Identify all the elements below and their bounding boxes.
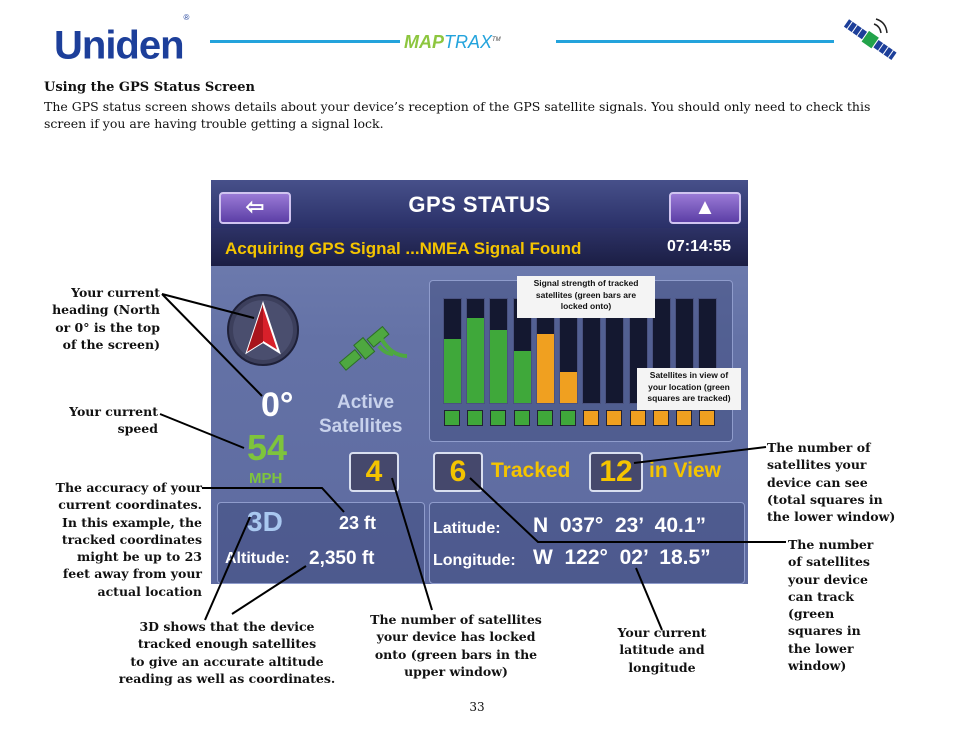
maptraxx-logo: MAPTRAX™ bbox=[404, 32, 501, 52]
altitude-label: Altitude: bbox=[225, 550, 290, 567]
callout-latlon: Your current latitude and longitude bbox=[617, 625, 707, 675]
active-label-1: Active bbox=[337, 392, 395, 413]
clock-text: 07:14:55 bbox=[667, 238, 732, 255]
leader-in-view bbox=[634, 447, 766, 463]
callout-tracked: The number of satellites your device can track (green squares in the lower window) bbox=[788, 537, 874, 674]
signal-status-text: Acquiring GPS Signal ...NMEA Signal Found bbox=[225, 239, 582, 258]
leader-heading-value bbox=[162, 294, 262, 396]
screen-title: GPS STATUS bbox=[408, 192, 551, 217]
locked-count: 4 bbox=[349, 452, 399, 492]
callout-heading: Your current heading (North or 0° is the top of the screen) bbox=[52, 285, 160, 352]
uniden-logo: Uniden® bbox=[54, 13, 189, 68]
callout-accuracy: The accuracy of your current coordinates. In this example, the tracked coordinates might be up to 23 feet away from your actual location bbox=[55, 480, 202, 599]
callout-speed: Your current speed bbox=[69, 404, 158, 437]
leader-latlon bbox=[636, 568, 662, 630]
section-heading: Using the GPS Status Screen bbox=[44, 80, 255, 95]
leader-tracked bbox=[470, 478, 786, 542]
tracked-count: 6 bbox=[433, 452, 483, 492]
leader-heading-compass bbox=[162, 294, 254, 318]
tracked-label: Tracked bbox=[491, 459, 571, 482]
callout-fix: 3D shows that the device tracked enough satellites to give an accurate altitude reading as well as coordinates. bbox=[118, 619, 336, 686]
signal-strength-note: Signal strength of tracked satellites (green bars are locked onto) bbox=[517, 276, 655, 318]
latitude-value: N 037° 23’ 40.1” bbox=[533, 514, 707, 537]
leader-speed bbox=[160, 414, 244, 448]
speed-value: 54 bbox=[247, 427, 288, 468]
accuracy-value: 23 ft bbox=[339, 513, 377, 533]
active-label-2: Satellites bbox=[319, 416, 403, 437]
leader-locked bbox=[392, 478, 432, 610]
fix-mode: 3D bbox=[247, 506, 283, 537]
callout-in-view: The number of satellites your device can see (total squares in the lower window) bbox=[767, 440, 896, 525]
altitude-value: 2,350 ft bbox=[309, 548, 375, 569]
leader-fix-3d bbox=[205, 517, 250, 620]
in-view-squares-note: Satellites in view of your location (green squares are tracked) bbox=[637, 368, 741, 410]
callout-locked: The number of satellites your device has locked onto (green bars in the upper window) bbox=[370, 612, 542, 679]
longitude-label: Longitude: bbox=[433, 552, 516, 569]
speed-unit: MPH bbox=[249, 470, 283, 487]
in-view-label: in View bbox=[649, 459, 721, 482]
page-number: 33 bbox=[469, 700, 485, 714]
in-view-count: 12 bbox=[589, 452, 643, 492]
leader-fix-altitude bbox=[232, 566, 306, 614]
leader-accuracy bbox=[202, 488, 344, 512]
up-arrow-icon: ▲ bbox=[694, 194, 716, 219]
heading-value: 0° bbox=[261, 386, 294, 424]
longitude-value: W 122° 02’ 18.5” bbox=[533, 546, 711, 569]
intro-paragraph: The GPS status screen shows details about your device’s reception of the GPS satellite signals. You should only need to check this screen if you are having trouble getting a signal lock. bbox=[44, 99, 871, 131]
latitude-label: Latitude: bbox=[433, 520, 501, 537]
back-arrow-icon: ⇦ bbox=[245, 194, 265, 219]
